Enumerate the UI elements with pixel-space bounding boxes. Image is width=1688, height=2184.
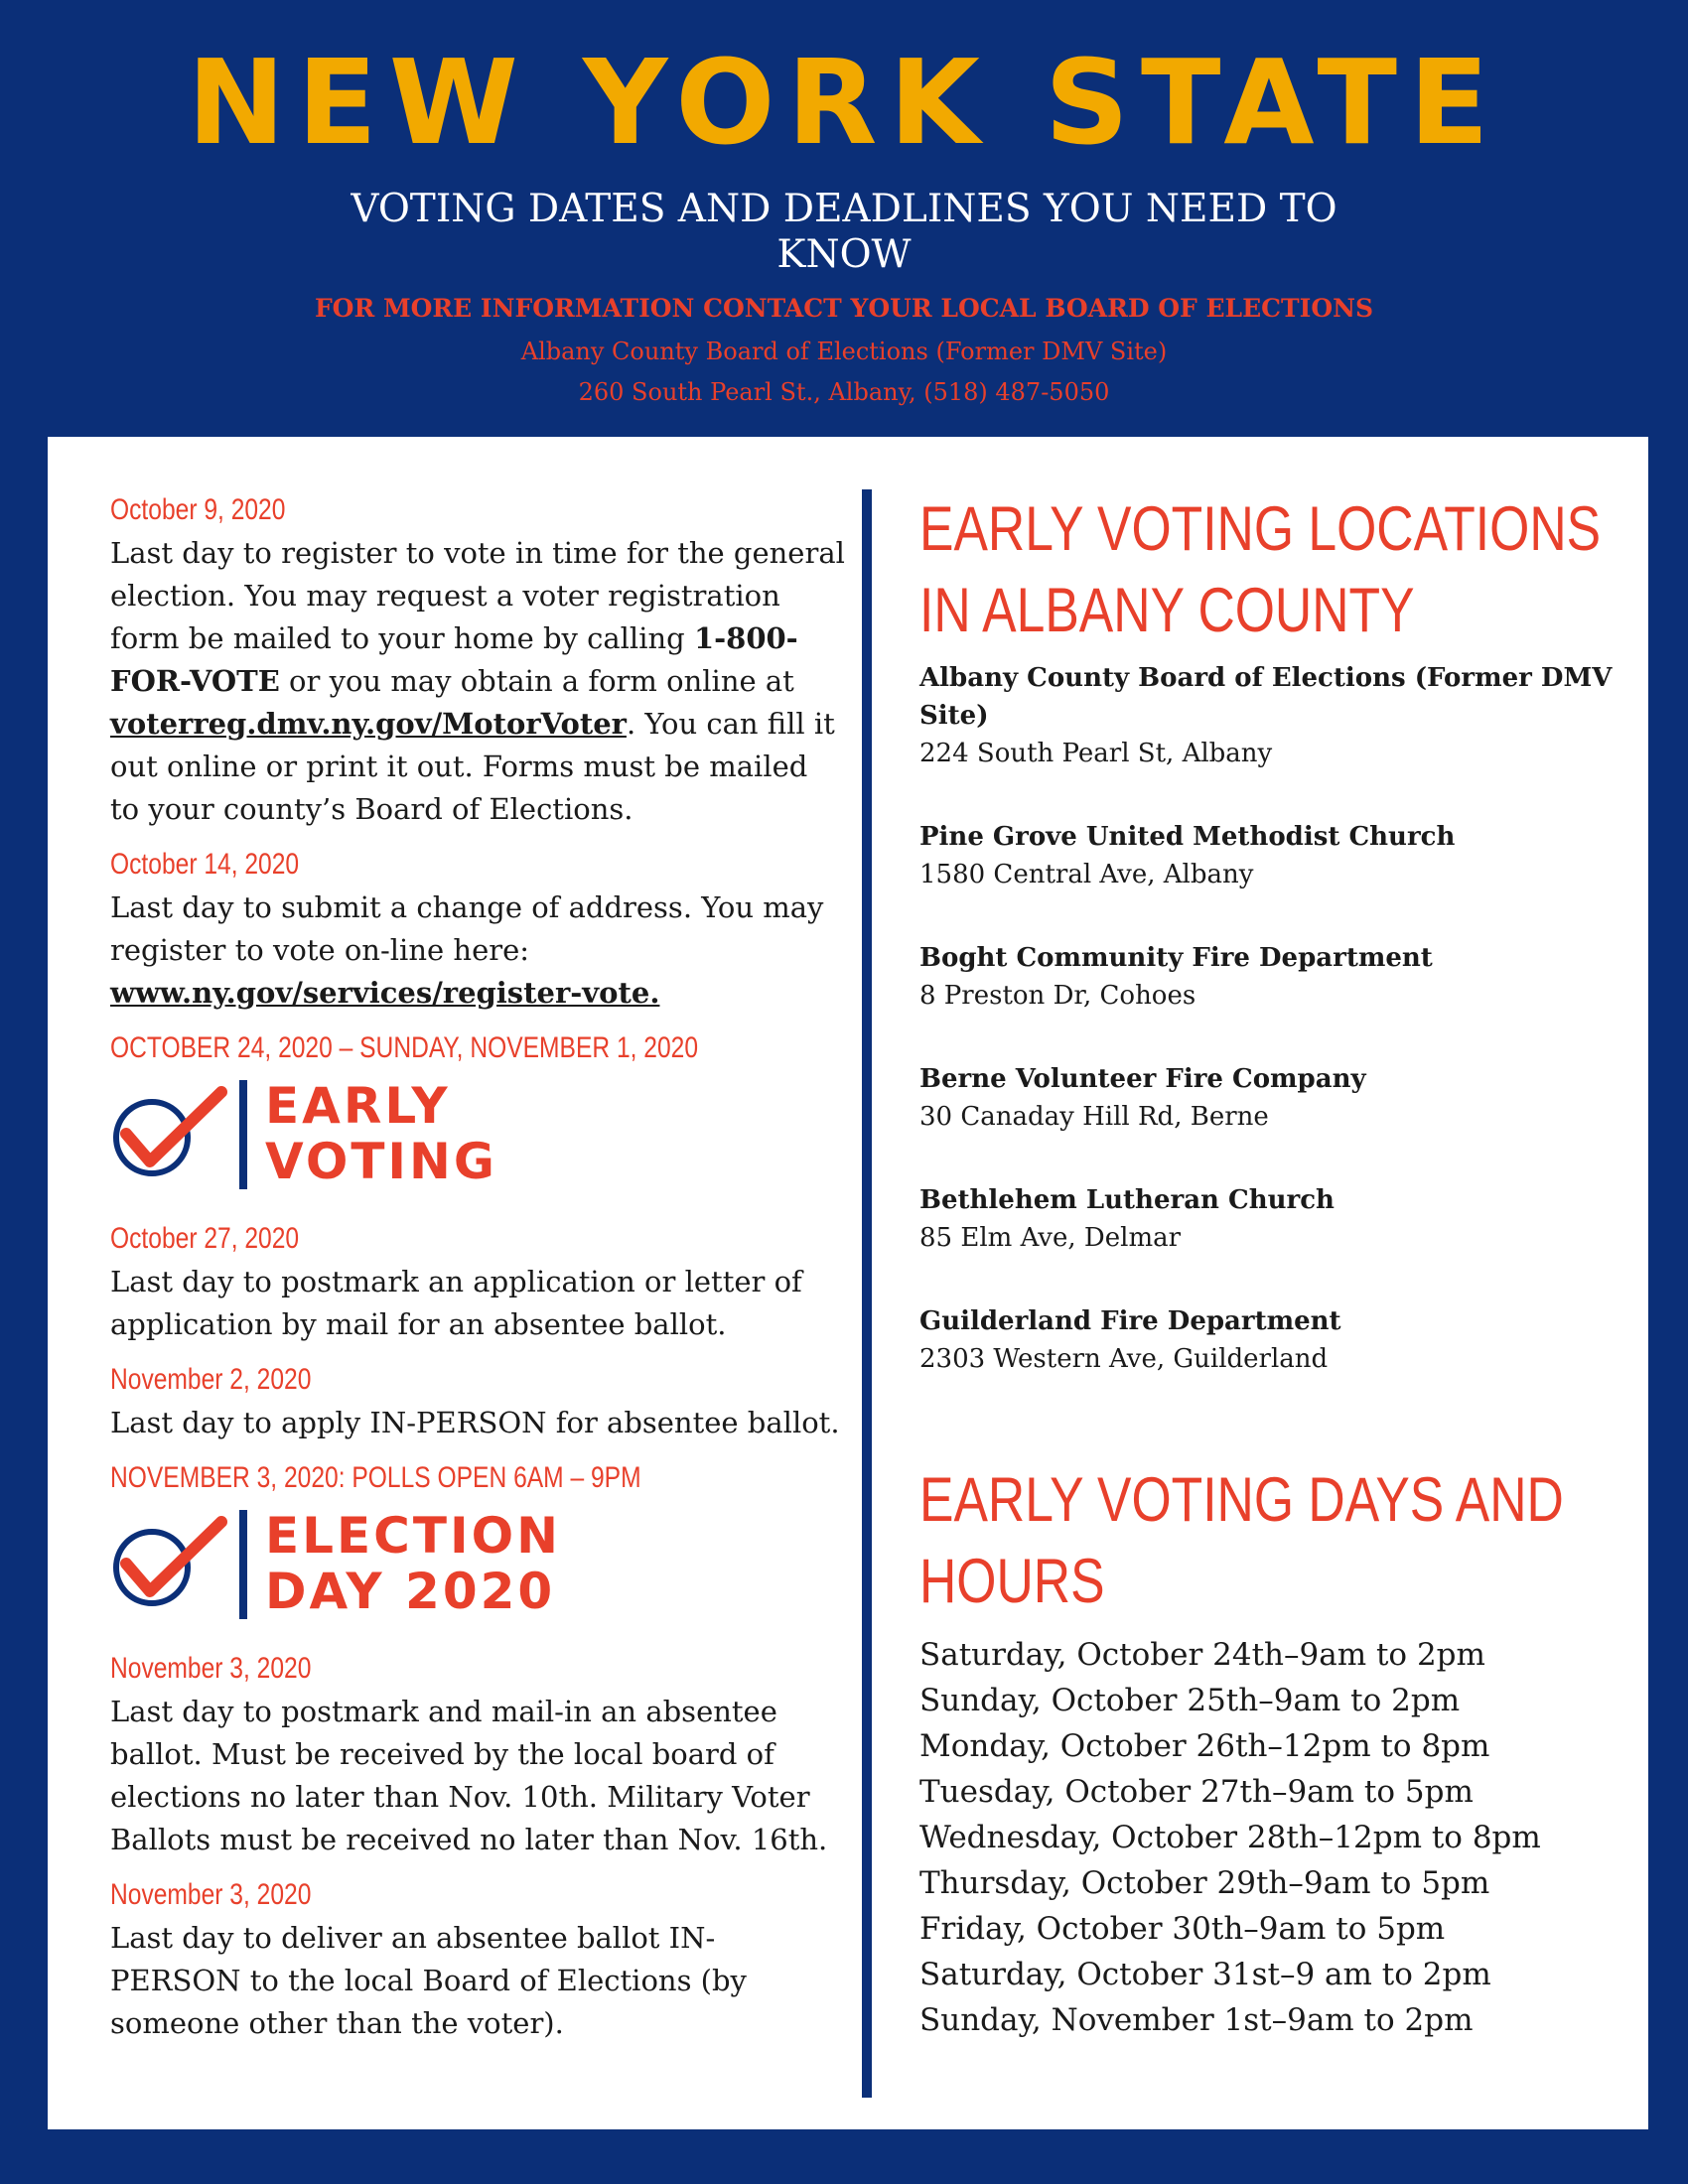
hours-item: Thursday, October 29th–9am to 5pm [919, 1865, 1490, 1901]
checkmark-icon [110, 1514, 229, 1613]
hours-item: Sunday, October 25th–9am to 2pm [919, 1683, 1461, 1718]
location-item [919, 818, 1615, 893]
deadline-text: Last day to postmark an application or letter of application by mail for an absentee ballot. [110, 1265, 802, 1341]
badge-label [265, 1078, 497, 1189]
deadline-text: Last day to postmark and mail-in an absentee ballot. Must be received by the local board of elections no later than Nov. 10th. Military Voter Ballots must be received no later than Nov. 16th. [110, 1695, 828, 1856]
deadline-text-part: or you may obtain a form online at [279, 664, 794, 698]
page-title: NEW YORK STATE [187, 34, 1501, 171]
location-name: Albany County Board of Elections (Former DMV Site) [919, 663, 1613, 731]
badge-line: DAY 2020 [265, 1563, 556, 1620]
deadline-text-part: Last day to submit a change of address. You may register to vote on-line here: [110, 890, 824, 967]
hours-item: Sunday, November 1st–9am to 2pm [919, 2002, 1474, 2038]
deadline-date: November 3, 2020 [110, 1878, 312, 1911]
deadline-date: November 3, 2020 [110, 1652, 312, 1685]
checkmark-icon [110, 1084, 229, 1183]
location-item [919, 659, 1615, 772]
deadline-date: October 27, 2020 [110, 1222, 300, 1255]
early-voting-range [110, 1026, 845, 1203]
page-subtitle: VOTING DATES AND DEADLINES YOU NEED TO KNOW [351, 187, 1337, 277]
badge-label [265, 1508, 561, 1619]
location-item [919, 1060, 1615, 1136]
location-name: Pine Grove United Methodist Church [919, 822, 1456, 852]
phone-number: 1-800-FOR-VOTE [110, 621, 798, 698]
location-name: Guilderland Fire Department [919, 1306, 1341, 1336]
deadline-date: October 9, 2020 [110, 493, 286, 526]
location-name: Boght Community Fire Department [919, 943, 1433, 973]
badge-line: EARLY [265, 1077, 451, 1135]
early-voting-badge [110, 1074, 845, 1203]
deadline-date: NOVEMBER 3, 2020: POLLS OPEN 6AM – 9PM [110, 1461, 641, 1494]
hours-item: Wednesday, October 28th–12pm to 8pm [919, 1820, 1541, 1855]
deadline-date: October 14, 2020 [110, 848, 300, 881]
badge-line: VOTING [265, 1133, 497, 1190]
location-item [919, 1181, 1615, 1257]
deadline-date: OCTOBER 24, 2020 – SUNDAY, NOVEMBER 1, 2020 [110, 1031, 699, 1064]
motor-voter-link[interactable]: voterreg.dmv.ny.gov/MotorVoter [110, 707, 627, 741]
hours-item: Saturday, October 24th–9am to 2pm [919, 1637, 1485, 1673]
deadline-text-part: Last day to register to vote in time for the general election. You may request a voter registration form be mailed to your home by calling [110, 536, 845, 655]
register-vote-link[interactable]: www.ny.gov/services/register-vote. [110, 976, 660, 1010]
hours-item: Monday, October 26th–12pm to 8pm [919, 1728, 1490, 1764]
badge-bar [239, 1510, 247, 1619]
hours-list [919, 1632, 1615, 2043]
board-address: 260 South Pearl St., Albany, (518) 487-5050 [578, 378, 1110, 406]
election-day [110, 1456, 845, 1633]
deadlines-column [110, 488, 845, 2057]
location-item [919, 1302, 1615, 1378]
location-name: Bethlehem Lutheran Church [919, 1185, 1335, 1215]
deadline-oct9 [110, 488, 845, 831]
deadline-oct27 [110, 1217, 845, 1346]
locations-column [919, 488, 1615, 2043]
locations-title: EARLY VOTING LOCATIONS IN ALBANY COUNTY [919, 494, 1602, 645]
deadline-nov3-inperson [110, 1873, 845, 2045]
deadline-text: Last day to deliver an absentee ballot IN-PERSON to the local Board of Elections (by someone other than the voter). [110, 1921, 747, 2040]
location-item [919, 939, 1615, 1015]
badge-bar [239, 1080, 247, 1189]
deadline-text [110, 532, 845, 831]
location-address: 30 Canaday Hill Rd, Berne [919, 1102, 1269, 1132]
election-day-badge [110, 1504, 845, 1633]
deadline-text-part: . You can fill it out online or print it out. Forms must be mailed to your county’s Board of Elections. [110, 707, 835, 826]
hours-item: Saturday, October 31st–9 am to 2pm [919, 1957, 1491, 1992]
column-divider [862, 489, 872, 2098]
deadline-oct14 [110, 843, 845, 1015]
board-name: Albany County Board of Elections (Former DMV Site) [520, 338, 1168, 365]
header-banner [0, 0, 1688, 437]
hours-item: Tuesday, October 27th–9am to 5pm [919, 1774, 1474, 1810]
deadline-nov2 [110, 1358, 845, 1444]
location-address: 2303 Western Ave, Guilderland [919, 1344, 1329, 1374]
hours-title: EARLY VOTING DAYS AND HOURS [919, 1465, 1564, 1616]
location-address: 8 Preston Dr, Cohoes [919, 981, 1196, 1011]
deadline-text: Last day to apply IN-PERSON for absentee ballot. [110, 1406, 840, 1439]
locations-list [919, 659, 1615, 1378]
deadline-date: November 2, 2020 [110, 1363, 312, 1396]
location-address: 224 South Pearl St, Albany [919, 739, 1273, 768]
hours-item: Friday, October 30th–9am to 5pm [919, 1911, 1446, 1947]
location-name: Berne Volunteer Fire Company [919, 1064, 1366, 1094]
badge-line: ELECTION [265, 1507, 561, 1565]
deadline-text [110, 887, 845, 1015]
location-address: 85 Elm Ave, Delmar [919, 1223, 1182, 1253]
location-address: 1580 Central Ave, Albany [919, 860, 1254, 889]
contact-notice: FOR MORE INFORMATION CONTACT YOUR LOCAL BOARD OF ELECTIONS [314, 294, 1374, 323]
deadline-nov3-mail [110, 1647, 845, 1861]
